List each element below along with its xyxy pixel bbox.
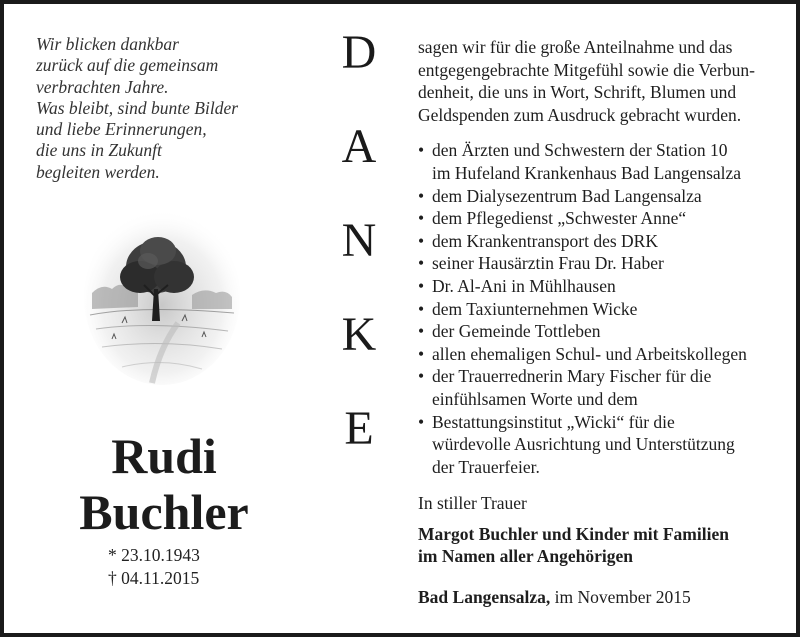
intro-line: sagen wir für die große Anteilnahme und das <box>418 37 733 57</box>
thanks-item-line: der Trauerfeier. <box>432 456 540 477</box>
life-dates <box>108 544 200 590</box>
deceased-first-name: Rudi <box>111 428 217 484</box>
poem-line: Was bleibt, sind bunte Bilder <box>36 97 239 118</box>
tree-landscape-icon <box>82 197 242 389</box>
thanks-item-line: allen ehemaligen Schul- und Arbeitskollegen <box>432 343 747 364</box>
thanks-item-line: Dr. Al-Ani in Mühlhausen <box>432 275 616 296</box>
thanks-list-item <box>418 365 774 410</box>
thanks-item-line: dem Krankentransport des DRK <box>432 230 658 251</box>
thanks-list-item <box>418 275 774 298</box>
thanks-item-line: im Hufeland Krankenhaus Bad Langensalza <box>432 162 742 183</box>
place-name: Bad Langensalza, <box>418 587 551 608</box>
date-text: im November 2015 <box>554 587 691 608</box>
thanks-list-item <box>418 185 774 208</box>
mourning-line: In stiller Trauer <box>418 493 527 514</box>
birth-date: * 23.10.1943 <box>108 545 200 565</box>
danke-letter: K <box>341 308 377 361</box>
thanks-column <box>418 36 774 609</box>
thanks-list-item <box>418 411 774 479</box>
bullet-icon: • <box>418 208 425 229</box>
bullet-icon: • <box>418 366 425 387</box>
thanks-list <box>418 139 774 478</box>
thanks-item-line: der Gemeinde Tottleben <box>432 321 601 342</box>
thanks-item-line: seiner Hausärztin Frau Dr. Haber <box>432 253 664 274</box>
bullet-icon: • <box>418 321 425 342</box>
thanks-item-line: würdevolle Ausrichtung und Unterstützung <box>432 434 735 455</box>
thanks-item-line: Bestattungsinstitut „Wicki“ für die <box>432 411 675 432</box>
intro-line: Geldspenden zum Ausdruck gebracht wurden. <box>418 104 742 125</box>
intro-line: denheit, die uns in Wort, Schrift, Blumen und <box>418 82 737 103</box>
thanks-list-item <box>418 343 774 366</box>
thanks-item-line: dem Pflegedienst „Schwester Anne“ <box>432 208 687 229</box>
thanks-item-line: dem Dialysezentrum Bad Langensalza <box>432 185 702 206</box>
thanks-list-item <box>418 230 774 253</box>
bullet-icon: • <box>418 411 425 432</box>
bullet-icon: • <box>418 230 425 251</box>
poem-line: begleiten werden. <box>36 161 160 182</box>
thanks-item-line: dem Taxiunternehmen Wicke <box>432 298 638 319</box>
danke-letter: N <box>341 214 377 267</box>
bullet-icon: • <box>418 275 425 296</box>
bullet-icon: • <box>418 185 425 206</box>
family-line: im Namen aller Angehörigen <box>418 546 634 567</box>
family-signature <box>418 523 774 568</box>
danke-letter: E <box>344 402 374 455</box>
bullet-icon: • <box>418 343 425 364</box>
bullet-icon: • <box>418 298 425 319</box>
thanks-item-line: der Trauerrednerin Mary Fischer für die <box>432 366 712 387</box>
danke-letter: D <box>341 26 377 79</box>
death-date: † 04.11.2015 <box>108 568 200 588</box>
poem-line: verbrachten Jahre. <box>36 76 169 97</box>
thanks-list-item <box>418 320 774 343</box>
poem <box>36 34 276 183</box>
poem-line: die uns in Zukunft <box>36 140 162 161</box>
bullet-icon: • <box>418 140 425 161</box>
deceased-last-name: Buchler <box>79 484 249 540</box>
place-date <box>418 586 774 609</box>
thanks-list-item <box>418 139 774 184</box>
poem-line: zurück auf die gemeinsam <box>36 55 219 76</box>
thanks-item-line: den Ärzten und Schwestern der Station 10 <box>432 140 728 161</box>
thanks-list-item <box>418 207 774 230</box>
thanks-list-item <box>418 252 774 275</box>
poem-line: und liebe Erinnerungen, <box>36 119 207 140</box>
thanks-item-line: einfühlsamen Worte und dem <box>432 388 638 409</box>
intro-line: entgegengebrachte Mitgefühl sowie die Verbun- <box>418 59 755 80</box>
poem-line: Wir blicken dankbar <box>36 34 179 54</box>
thanks-list-item <box>418 298 774 321</box>
danke-letter: A <box>341 120 377 173</box>
bullet-icon: • <box>418 253 425 274</box>
intro-paragraph <box>418 36 774 126</box>
family-line: Margot Buchler und Kinder mit Familien <box>418 523 729 544</box>
danke-heading <box>324 26 394 499</box>
